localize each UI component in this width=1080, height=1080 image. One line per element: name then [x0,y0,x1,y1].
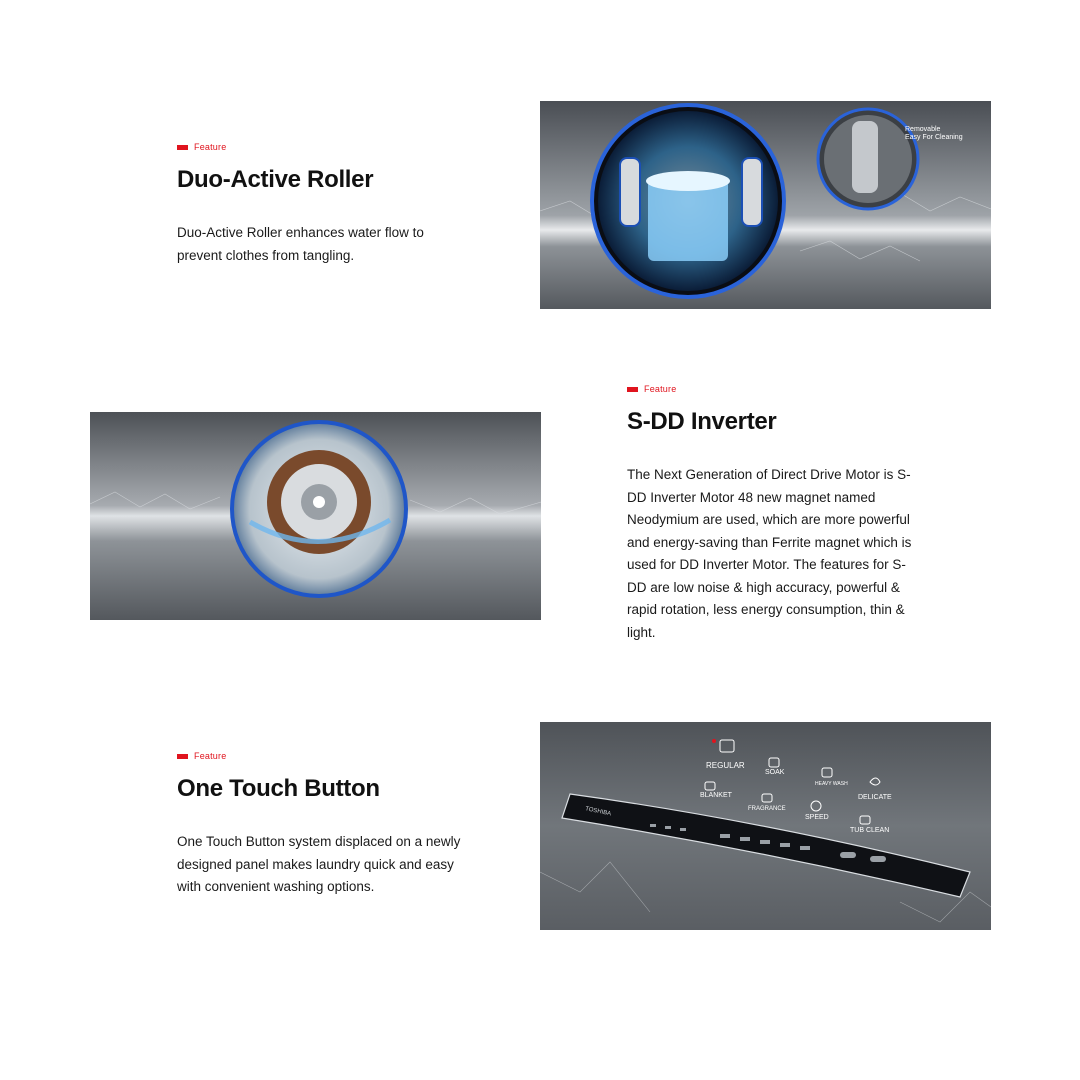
panel-button-delicate: DELICATE [858,794,892,801]
feature-section-s-dd-inverter [627,384,927,644]
feature-title: One Touch Button [177,775,380,802]
feature-tag [627,384,927,394]
feature-tag [177,142,477,152]
feature-tag-marker [177,754,188,759]
duo-active-roller-image [540,101,991,309]
feature-tag-marker [177,145,188,150]
s-dd-inverter-image [90,412,541,620]
panel-button-speed: SPEED [805,814,829,821]
feature-title: S-DD Inverter [627,408,777,435]
panel-button-soak: SOAK [765,769,785,776]
panel-button-heavy-wash: HEAVY WASH [815,781,848,787]
feature-tag-marker [627,387,638,392]
panel-button-blanket: BLANKET [700,792,732,799]
image-caption-line2: Easy For Cleaning [905,134,963,141]
feature-title: Duo-Active Roller [177,166,374,193]
feature-description: The Next Generation of Direct Drive Motor is S-DD Inverter Motor 48 new magnet named Neodymium are used, which are more powerful and energy-saving than Ferrite magnet which is used for DD Inverter Motor. The features for S-DD are low noise & high accuracy, powerful & rapid rotation, less energy consumption, thin & light. [627,467,912,640]
panel-brand: TOSHIBA [584,806,612,818]
feature-section-duo-active-roller [177,142,477,267]
feature-tag-label: Feature [644,384,677,394]
panel-button-regular: REGULAR [706,761,745,770]
panel-button-fragrance: FRAGRANCE [748,806,786,812]
feature-description: One Touch Button system displaced on a newly designed panel makes laundry quick and easy with convenient washing options. [177,834,461,894]
feature-tag-label: Feature [194,751,227,761]
feature-tag [177,751,477,761]
feature-section-one-touch-button [177,751,477,899]
feature-description: Duo-Active Roller enhances water flow to prevent clothes from tangling. [177,225,424,263]
one-touch-button-image [540,722,991,930]
panel-button-tub-clean: TUB CLEAN [850,827,890,834]
feature-tag-label: Feature [194,142,227,152]
image-caption-line1: Removable [905,126,941,133]
